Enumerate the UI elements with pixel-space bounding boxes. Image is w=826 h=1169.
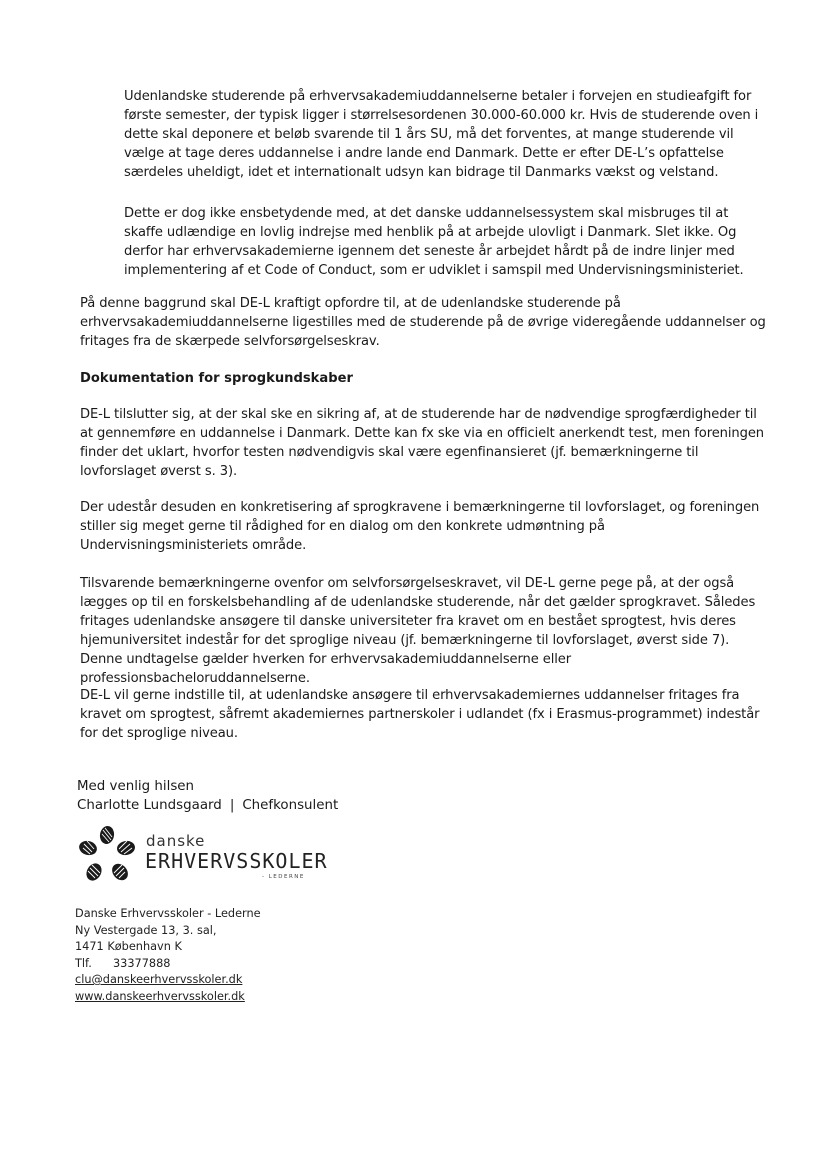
- paragraph-language-test: DE-L tilslutter sig, at der skal ske en sikring af, at de studerende har de nødvendige sprogfærdigheder til at gennemføre en uddannelse i Danmark. Dette kan fx ske via en officielt anerkendt test, men foreningen finder det uklart, hvorfor testen nødvendigvis skal være egenfinansieret (jf. bemærkningerne til lovforslaget øverst s. 3).: [80, 407, 764, 479]
- paragraph-code-of-conduct: Dette er dog ikke ensbetydende med, at det danske uddannelsessystem skal misbruges til at skaffe udlændige en lovlig indrejse med henblik på at arbejde ulovligt i Danmark. Slet ikke. Og derfor har erhvervsakademierne igennem det seneste år arbejdet hårdt på de indre linjer med implementering af et Code of Conduct, som er udviklet i samspil med Undervisningsministeriet.: [124, 206, 744, 278]
- address-org: Danske Erhvervsskoler - Lederne: [75, 907, 261, 920]
- website-link[interactable]: www.danskeerhvervsskoler.dk: [75, 989, 245, 1003]
- greeting: Med venlig hilsen: [77, 779, 195, 794]
- paragraph-exemption: DE-L vil gerne indstille til, at udenlandske ansøgere til erhvervsakademiernes uddannelser fritages fra kravet om sprogtest, såfremt akademiernes partnerskoler i udlandet (fx i Erasmus-programmet) indestår for det sproglige niveau.: [80, 688, 760, 741]
- organization-logo: [78, 826, 328, 888]
- email-link[interactable]: clu@danskeerhvervsskoler.dk: [75, 973, 243, 986]
- paragraph-recommendation: På denne baggrund skal DE-L kraftigt opfordre til, at de udenlandske studerende på erhvervsakademiuddannelserne ligestilles med de studerende på de øvrige videregående uddannelser og fritages fra de skærpede selvforsørgelseskrav.: [80, 296, 766, 349]
- logo-text-erhvervsskoler: ERHVERVSSKOLER: [145, 849, 328, 873]
- logo-text-danske: danske: [146, 832, 206, 850]
- logo-text-lederne: - LEDERNE: [262, 874, 305, 880]
- address-block: [75, 906, 261, 1005]
- signer-separator: |: [229, 798, 235, 813]
- address-street: Ny Vestergade 13, 3. sal,: [75, 923, 217, 937]
- signature-block: [77, 777, 338, 815]
- address-phone: [75, 956, 261, 973]
- paragraph-language-requirements: Der udestår desuden en konkretisering af sprogkravene i bemærkningerne til lovforslaget, og foreningen stiller sig meget gerne til rådighed for en dialog om den konkrete udmøntning på Undervisningsministeriets område.: [80, 500, 760, 553]
- section-heading: Dokumentation for sprogkundskaber: [80, 371, 353, 386]
- star-flower-icon: [78, 826, 136, 886]
- paragraph-study-fee: Udenlandske studerende på erhvervsakademiuddannelserne betaler i forvejen en studieafgift for første semester, der typisk ligger i størrelsesordenen 30.000-60.000 kr. Hvis de studerende oven i dette skal deponere et beløb svarende til 1 års SU, må det forventes, at mange studerende vil vælge at tage deres uddannelse i andre lande end Danmark. Dette er efter DE-L’s opfattelse særdeles uheldigt, idet et internationalt udsyn kan bidrage til Danmarks vækst og velstand.: [124, 89, 759, 180]
- signer-line: [77, 796, 338, 815]
- signer-title: Chefkonsulent: [242, 798, 339, 813]
- signer-name: Charlotte Lundsgaard: [77, 798, 222, 813]
- phone-label: Tlf.: [75, 956, 92, 970]
- paragraph-discrimination: Tilsvarende bemærkningerne ovenfor om selvforsørgelseskravet, vil DE-L gerne pege på, at der også lægges op til en forskelsbehandling af de udenlandske studerende, når det gælder sprogkravet. Således fritages udenlandske ansøgere til danske universiteter fra kravet om en bestået sprogtest, hvis deres hjemuniversitet indestår for det sproglige niveau (jf. bemærkningerne til lovforslaget, øverst side 7). Denne undtagelse gælder hverken for erhvervsakademiuddannelserne eller professionsbacheloruddannelserne.: [80, 576, 756, 686]
- phone-number: 33377888: [113, 956, 171, 970]
- address-city: 1471 København K: [75, 940, 182, 953]
